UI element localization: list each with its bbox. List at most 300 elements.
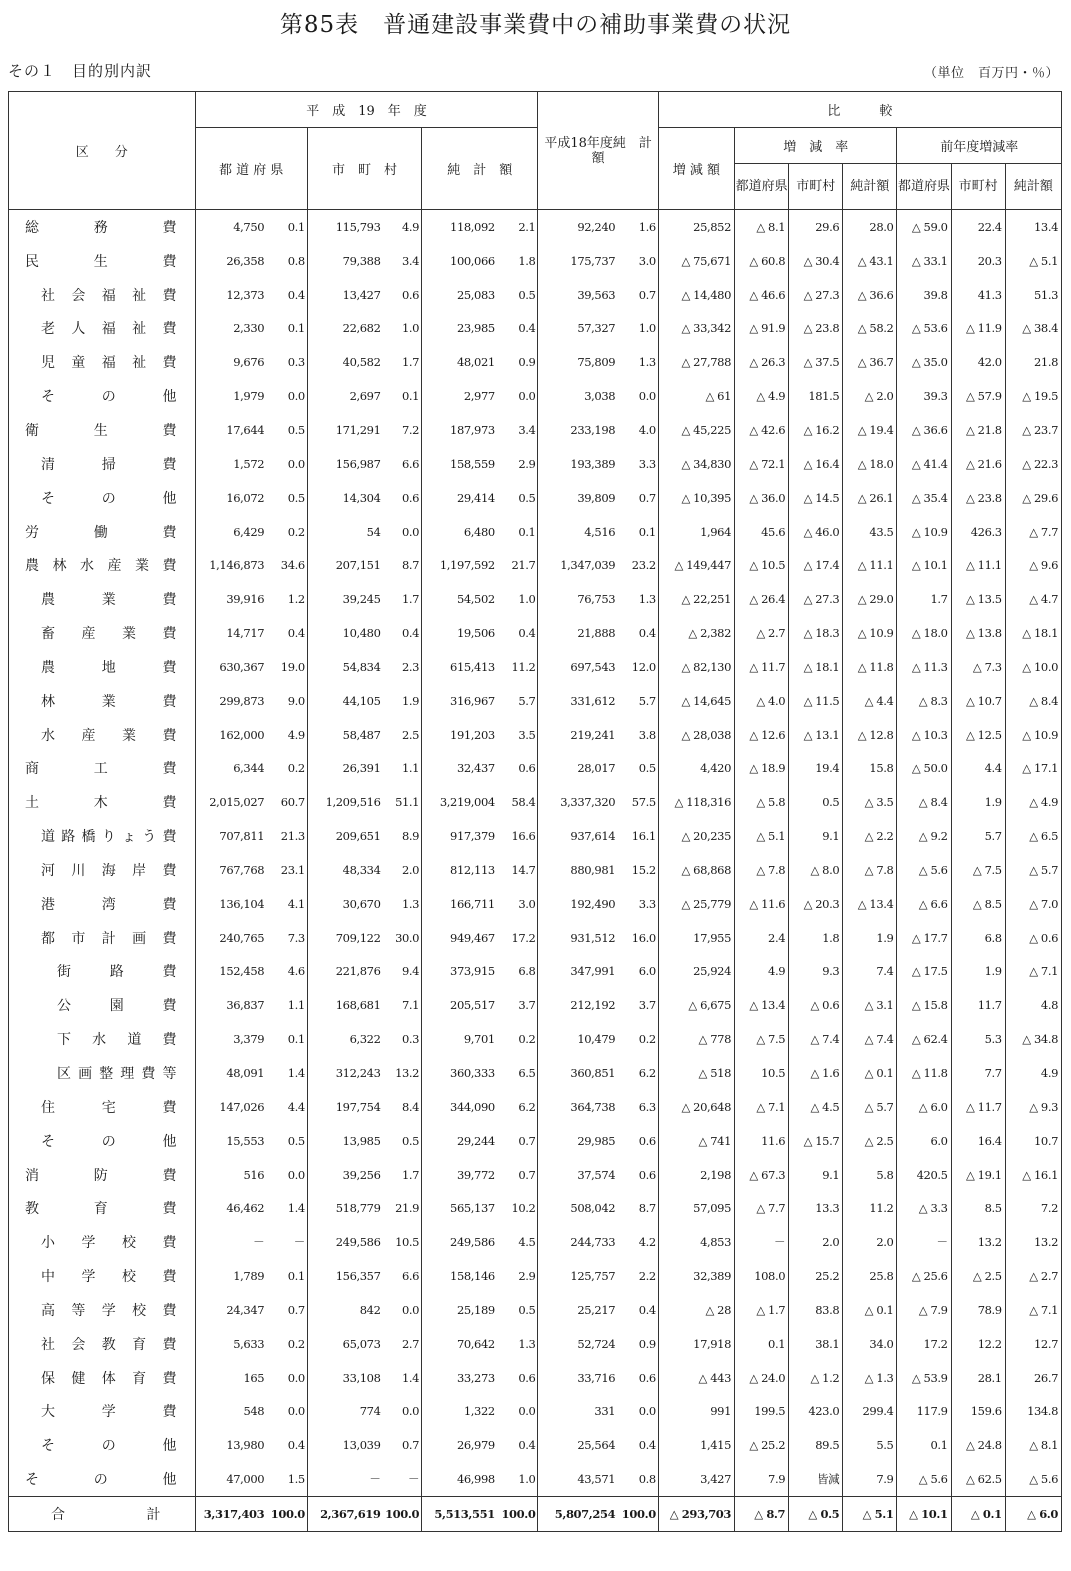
cell: △ 33,342: [658, 312, 734, 346]
row-label: [9, 752, 196, 786]
cell: 0.1: [287, 1269, 305, 1284]
cell: △ 10.0: [1005, 650, 1061, 684]
cell: 1.9: [402, 693, 420, 708]
cell: △ 41.4: [897, 447, 951, 481]
cell: 8.4: [402, 1099, 420, 1114]
cell: 6.8: [518, 964, 536, 979]
cell: 0.2: [287, 761, 305, 776]
cell: △ 8.1: [1005, 1428, 1061, 1462]
cell: 0.0: [638, 1404, 656, 1419]
cell: 0.5: [402, 1133, 420, 1148]
cell: 5.5: [843, 1428, 897, 1462]
cell: 0.4: [287, 287, 305, 302]
cell: 100,066: [422, 244, 498, 278]
row-label-text: 大 学 費: [41, 1404, 177, 1421]
table-row: [9, 1158, 1062, 1192]
cell: 0.0: [402, 1404, 420, 1419]
cell: 1.3: [402, 896, 420, 911]
table-row: [9, 413, 1062, 447]
table-row: [9, 1462, 1062, 1496]
cell: △ 5.1: [843, 1497, 897, 1532]
cell: 0.0: [287, 456, 305, 471]
row-label-text: そ の 他: [41, 389, 177, 406]
cell: △ 4.0: [735, 684, 789, 718]
cell: 100.0: [384, 1497, 422, 1532]
cell: 1.3: [638, 355, 656, 370]
cell: 158,559: [422, 447, 498, 481]
cell: 2,367,619: [307, 1497, 383, 1532]
header-fy19: 平 成 19 年 度: [195, 92, 538, 128]
row-label: [9, 955, 196, 989]
cell: 4.9: [287, 727, 305, 742]
table-body: [9, 210, 1062, 1532]
row-label-text: 農 地 費: [41, 659, 177, 676]
row-label-text: 老 人 福 祉 費: [41, 321, 177, 338]
cell: △ 38.4: [1005, 312, 1061, 346]
cell: 1.7: [402, 592, 420, 607]
cell: 156,987: [307, 447, 383, 481]
cell: 46,462: [195, 1191, 267, 1225]
cell: 17,644: [195, 413, 267, 447]
cell: △ 25.2: [735, 1428, 789, 1462]
cell: 1,415: [658, 1428, 734, 1462]
cell: －: [307, 1462, 383, 1496]
cell: 0.0: [287, 1167, 305, 1182]
cell: 0.6: [638, 1167, 656, 1182]
cell: 3,317,403: [195, 1497, 267, 1532]
row-label: [9, 278, 196, 312]
cell: △ 59.0: [897, 210, 951, 244]
cell: △ 19.1: [951, 1158, 1005, 1192]
cell: 19.4: [789, 752, 843, 786]
cell: 57.5: [631, 795, 656, 810]
row-label-text: 区 画 整 理 費 等: [57, 1066, 177, 1083]
cell: 51.1: [395, 795, 420, 810]
cell: △ 8.4: [897, 785, 951, 819]
cell: 1,347,039: [538, 548, 618, 582]
cell: 2,198: [658, 1158, 734, 1192]
cell: △ 18.0: [843, 447, 897, 481]
cell: 192,490: [538, 887, 618, 921]
cell: 168,681: [307, 988, 383, 1022]
cell: △ 9.2: [897, 819, 951, 853]
cell: 1.9: [951, 955, 1005, 989]
cell: △ 3.3: [897, 1191, 951, 1225]
cell: △ 10.7: [951, 684, 1005, 718]
row-label-text: 衛 生 費: [25, 422, 177, 439]
cell: 2,015,027: [195, 785, 267, 819]
cell: △ 15.8: [897, 988, 951, 1022]
cell: △ 6.0: [1005, 1497, 1061, 1532]
row-label: [9, 1191, 196, 1225]
cell: 0.5: [518, 287, 536, 302]
cell: 0.9: [518, 355, 536, 370]
cell: 9.3: [789, 955, 843, 989]
cell: 316,967: [422, 684, 498, 718]
cell: 134.8: [1005, 1395, 1061, 1429]
cell: 0.7: [638, 490, 656, 505]
cell: 0.2: [287, 1336, 305, 1351]
cell: △ 5.8: [735, 785, 789, 819]
cell: 6,322: [307, 1022, 383, 1056]
cell: 125,757: [538, 1259, 618, 1293]
cell: △ 27.3: [789, 278, 843, 312]
row-label-text: 合 計: [51, 1506, 161, 1523]
cell: 22,682: [307, 312, 383, 346]
cell: 1.8: [789, 921, 843, 955]
cell: 16.6: [511, 829, 536, 844]
row-label: [9, 1327, 196, 1361]
cell: △ 118,316: [658, 785, 734, 819]
cell: 4.8: [1005, 988, 1061, 1022]
cell: 360,851: [538, 1056, 618, 1090]
table-row: [9, 887, 1062, 921]
cell: △ 8.0: [789, 853, 843, 887]
cell: 842: [307, 1293, 383, 1327]
cell: 43.5: [843, 515, 897, 549]
cell: 24,347: [195, 1293, 267, 1327]
cell: 0.6: [402, 490, 420, 505]
row-label-text: 公 園 費: [57, 998, 177, 1015]
cell: 162,000: [195, 718, 267, 752]
cell: △ 5.7: [843, 1090, 897, 1124]
cell: 1.3: [638, 592, 656, 607]
cell: △ 28,038: [658, 718, 734, 752]
cell: 0.5: [287, 422, 305, 437]
cell: 191,203: [422, 718, 498, 752]
cell: 17,955: [658, 921, 734, 955]
cell: 13,039: [307, 1428, 383, 1462]
row-label-text: 高 等 学 校 費: [41, 1302, 177, 1319]
cell: △ 293,703: [658, 1497, 734, 1532]
cell: 100.0: [618, 1497, 658, 1532]
cell: 6.6: [402, 456, 420, 471]
cell: 15.8: [843, 752, 897, 786]
cell: △ 0.1: [843, 1056, 897, 1090]
cell: 420.5: [897, 1158, 951, 1192]
row-label: [9, 1124, 196, 1158]
cell: 14,304: [307, 481, 383, 515]
row-label-text: 河 川 海 岸 費: [41, 862, 177, 879]
cell: △ 10.1: [897, 1497, 951, 1532]
cell: 1.0: [518, 592, 536, 607]
cell: 2.0: [402, 862, 420, 877]
cell: 2.5: [402, 727, 420, 742]
cell: 7.2: [402, 422, 420, 437]
cell: 205,517: [422, 988, 498, 1022]
cell: 28.0: [843, 210, 897, 244]
cell: 39,772: [422, 1158, 498, 1192]
cell: 11.2: [843, 1191, 897, 1225]
cell: △ 12.5: [951, 718, 1005, 752]
cell: 1.4: [287, 1066, 305, 1081]
cell: 29,244: [422, 1124, 498, 1158]
table-row: [9, 819, 1062, 853]
cell: △ 10.1: [897, 548, 951, 582]
cell: 4.2: [638, 1235, 656, 1250]
cell: 244,733: [538, 1225, 618, 1259]
cell: 1,789: [195, 1259, 267, 1293]
cell: 0.4: [287, 1438, 305, 1453]
cell: 7.7: [951, 1056, 1005, 1090]
cell: 774: [307, 1395, 383, 1429]
table-row: [9, 210, 1062, 244]
cell: △ 10.9: [897, 515, 951, 549]
row-label-text: 都 市 計 画 費: [41, 930, 177, 947]
cell: 2.0: [843, 1225, 897, 1259]
cell: △ 2.7: [1005, 1259, 1061, 1293]
table-row: [9, 853, 1062, 887]
cell: △ 9.3: [1005, 1090, 1061, 1124]
cell: 312,243: [307, 1056, 383, 1090]
cell: △ 14,645: [658, 684, 734, 718]
cell: △ 46.0: [789, 515, 843, 549]
row-label: [9, 210, 196, 244]
cell: △ 2.7: [735, 616, 789, 650]
cell: △ 53.6: [897, 312, 951, 346]
row-label: [9, 548, 196, 582]
header-prev-pref: 都道府県: [897, 164, 951, 210]
cell: 10.5: [735, 1056, 789, 1090]
cell: 158,146: [422, 1259, 498, 1293]
cell: 426.3: [951, 515, 1005, 549]
cell: 10.7: [1005, 1124, 1061, 1158]
cell: 147,026: [195, 1090, 267, 1124]
cell: 2,977: [422, 379, 498, 413]
cell: 1.7: [897, 582, 951, 616]
table-row: [9, 1361, 1062, 1395]
cell: 4.9: [735, 955, 789, 989]
row-label: [9, 312, 196, 346]
cell: 44,105: [307, 684, 383, 718]
cell: 937,614: [538, 819, 618, 853]
cell: 1.2: [287, 592, 305, 607]
cell: 360,333: [422, 1056, 498, 1090]
cell: 10.5: [395, 1235, 420, 1250]
cell: 0.0: [287, 389, 305, 404]
cell: 3,219,004: [422, 785, 498, 819]
cell: 34.0: [843, 1327, 897, 1361]
cell: 4.4: [951, 752, 1005, 786]
cell: △ 0.5: [789, 1497, 843, 1532]
cell: 40,582: [307, 345, 383, 379]
table-row: [9, 988, 1062, 1022]
cell: 34.6: [280, 558, 305, 573]
cell: △ 4.7: [1005, 582, 1061, 616]
cell: 0.2: [638, 1032, 656, 1047]
cell: 20.3: [951, 244, 1005, 278]
cell: 1.6: [638, 219, 656, 234]
cell: 6.6: [402, 1269, 420, 1284]
cell: △ 11.7: [951, 1090, 1005, 1124]
cell: △ 7.8: [735, 853, 789, 887]
cell: 0.6: [518, 1370, 536, 1385]
cell: 28.1: [951, 1361, 1005, 1395]
cell: △ 10.9: [843, 616, 897, 650]
cell: 0.3: [287, 355, 305, 370]
cell: 3,379: [195, 1022, 267, 1056]
cell: 1.4: [287, 1201, 305, 1216]
cell: 19.0: [280, 659, 305, 674]
cell: 0.1: [735, 1327, 789, 1361]
cell: △ 25.6: [897, 1259, 951, 1293]
cell: 13,980: [195, 1428, 267, 1462]
cell: 991: [658, 1395, 734, 1429]
row-label-text: 農 業 費: [41, 592, 177, 609]
row-label-text: そ の 他: [25, 1472, 177, 1489]
cell: 16.1: [631, 829, 656, 844]
row-label: [9, 345, 196, 379]
cell: 931,512: [538, 921, 618, 955]
cell: 423.0: [789, 1395, 843, 1429]
cell: 29,414: [422, 481, 498, 515]
cell: △ 17.4: [789, 548, 843, 582]
cell: △ 6,675: [658, 988, 734, 1022]
cell: 3.3: [638, 896, 656, 911]
cell: 344,090: [422, 1090, 498, 1124]
cell: △ 7.4: [843, 1022, 897, 1056]
cell: 58.4: [511, 795, 536, 810]
cell: 39.3: [897, 379, 951, 413]
cell: 4,516: [538, 515, 618, 549]
cell: 0.0: [518, 1404, 536, 1419]
cell: 0.5: [518, 1302, 536, 1317]
cell: 207,151: [307, 548, 383, 582]
table-row: [9, 1327, 1062, 1361]
cell: 1,322: [422, 1395, 498, 1429]
cell: 29,985: [538, 1124, 618, 1158]
cell: 79,388: [307, 244, 383, 278]
cell: 136,104: [195, 887, 267, 921]
cell: △ 26.4: [735, 582, 789, 616]
cell: 166,711: [422, 887, 498, 921]
cell: 1,197,592: [422, 548, 498, 582]
cell: △ 14.5: [789, 481, 843, 515]
table-row: [9, 278, 1062, 312]
cell: 46,998: [422, 1462, 498, 1496]
cell: △ 1.6: [789, 1056, 843, 1090]
table-row: [9, 548, 1062, 582]
cell: △ 5.7: [1005, 853, 1061, 887]
row-label: [9, 244, 196, 278]
cell: 630,367: [195, 650, 267, 684]
cell: △ 16.2: [789, 413, 843, 447]
cell: 4.6: [287, 964, 305, 979]
cell: 9.1: [789, 819, 843, 853]
cell: 48,091: [195, 1056, 267, 1090]
cell: 165: [195, 1361, 267, 1395]
cell: △ 45,225: [658, 413, 734, 447]
cell: 0.4: [518, 321, 536, 336]
row-label: [9, 1293, 196, 1327]
row-label-text: 林 業 費: [41, 693, 177, 710]
cell: 0.7: [638, 287, 656, 302]
row-label-text: 民 生 費: [25, 253, 177, 270]
cell: 17.2: [897, 1327, 951, 1361]
row-label: [9, 853, 196, 887]
cell: 21.3: [280, 829, 305, 844]
cell: 4.9: [1005, 1056, 1061, 1090]
cell: △ 23.7: [1005, 413, 1061, 447]
cell: －: [293, 1235, 305, 1250]
header-prev-rate: 前年度増減率: [897, 128, 1062, 164]
cell: △ 11.7: [735, 650, 789, 684]
cell: △ 23.8: [789, 312, 843, 346]
row-label-text: 社 会 教 育 費: [41, 1336, 177, 1353]
cell: △ 24.0: [735, 1361, 789, 1395]
row-label-text: 道 路 橋 り ょ う 費: [41, 829, 177, 846]
cell: 39,916: [195, 582, 267, 616]
cell: 1.0: [638, 321, 656, 336]
cell: △ 1.2: [789, 1361, 843, 1395]
cell: 331: [538, 1395, 618, 1429]
cell: 3,427: [658, 1462, 734, 1496]
cell: 299.4: [843, 1395, 897, 1429]
row-label: [9, 1090, 196, 1124]
row-label-text: 水 産 業 費: [41, 727, 177, 744]
cell: △ 7.8: [843, 853, 897, 887]
cell: 5.7: [638, 693, 656, 708]
cell: 0.1: [287, 219, 305, 234]
cell: 3,038: [538, 379, 618, 413]
header-kubun: 区 分: [9, 92, 196, 210]
table-row: [9, 1022, 1062, 1056]
cell: 0.1: [287, 1032, 305, 1047]
cell: 12,373: [195, 278, 267, 312]
cell: 39,256: [307, 1158, 383, 1192]
cell: △ 61: [658, 379, 734, 413]
cell: 9.4: [402, 964, 420, 979]
cell: △ 36.6: [897, 413, 951, 447]
cell: 26,979: [422, 1428, 498, 1462]
table-row: [9, 1056, 1062, 1090]
cell: △ 10.9: [1005, 718, 1061, 752]
cell: 65,073: [307, 1327, 383, 1361]
cell: △ 0.6: [789, 988, 843, 1022]
row-label-text: 清 掃 費: [41, 456, 177, 473]
cell: △ 22,251: [658, 582, 734, 616]
cell: △ 20.3: [789, 887, 843, 921]
cell: 152,458: [195, 955, 267, 989]
cell: 0.7: [402, 1438, 420, 1453]
cell: △ 778: [658, 1022, 734, 1056]
cell: 0.4: [638, 626, 656, 641]
cell: 30.0: [395, 930, 420, 945]
cell: 皆減: [789, 1462, 843, 1496]
cell: △ 7.4: [789, 1022, 843, 1056]
row-label: [9, 481, 196, 515]
cell: 13,427: [307, 278, 383, 312]
cell: △ 3.5: [843, 785, 897, 819]
cell: △ 18.1: [1005, 616, 1061, 650]
cell: △ 11.1: [951, 548, 1005, 582]
cell: △ 53.9: [897, 1361, 951, 1395]
row-label-text: 中 学 校 費: [41, 1269, 177, 1286]
cell: 25,852: [658, 210, 734, 244]
table-row: [9, 1293, 1062, 1327]
row-label: [9, 447, 196, 481]
cell: 5,633: [195, 1327, 267, 1361]
cell: △ 6.5: [1005, 819, 1061, 853]
cell: △ 35.4: [897, 481, 951, 515]
cell: 25,083: [422, 278, 498, 312]
cell: △ 1.7: [735, 1293, 789, 1327]
table-row: [9, 345, 1062, 379]
cell: 2.9: [518, 456, 536, 471]
cell: 249,586: [307, 1225, 383, 1259]
table-row: [9, 1124, 1062, 1158]
cell: 0.8: [638, 1472, 656, 1487]
